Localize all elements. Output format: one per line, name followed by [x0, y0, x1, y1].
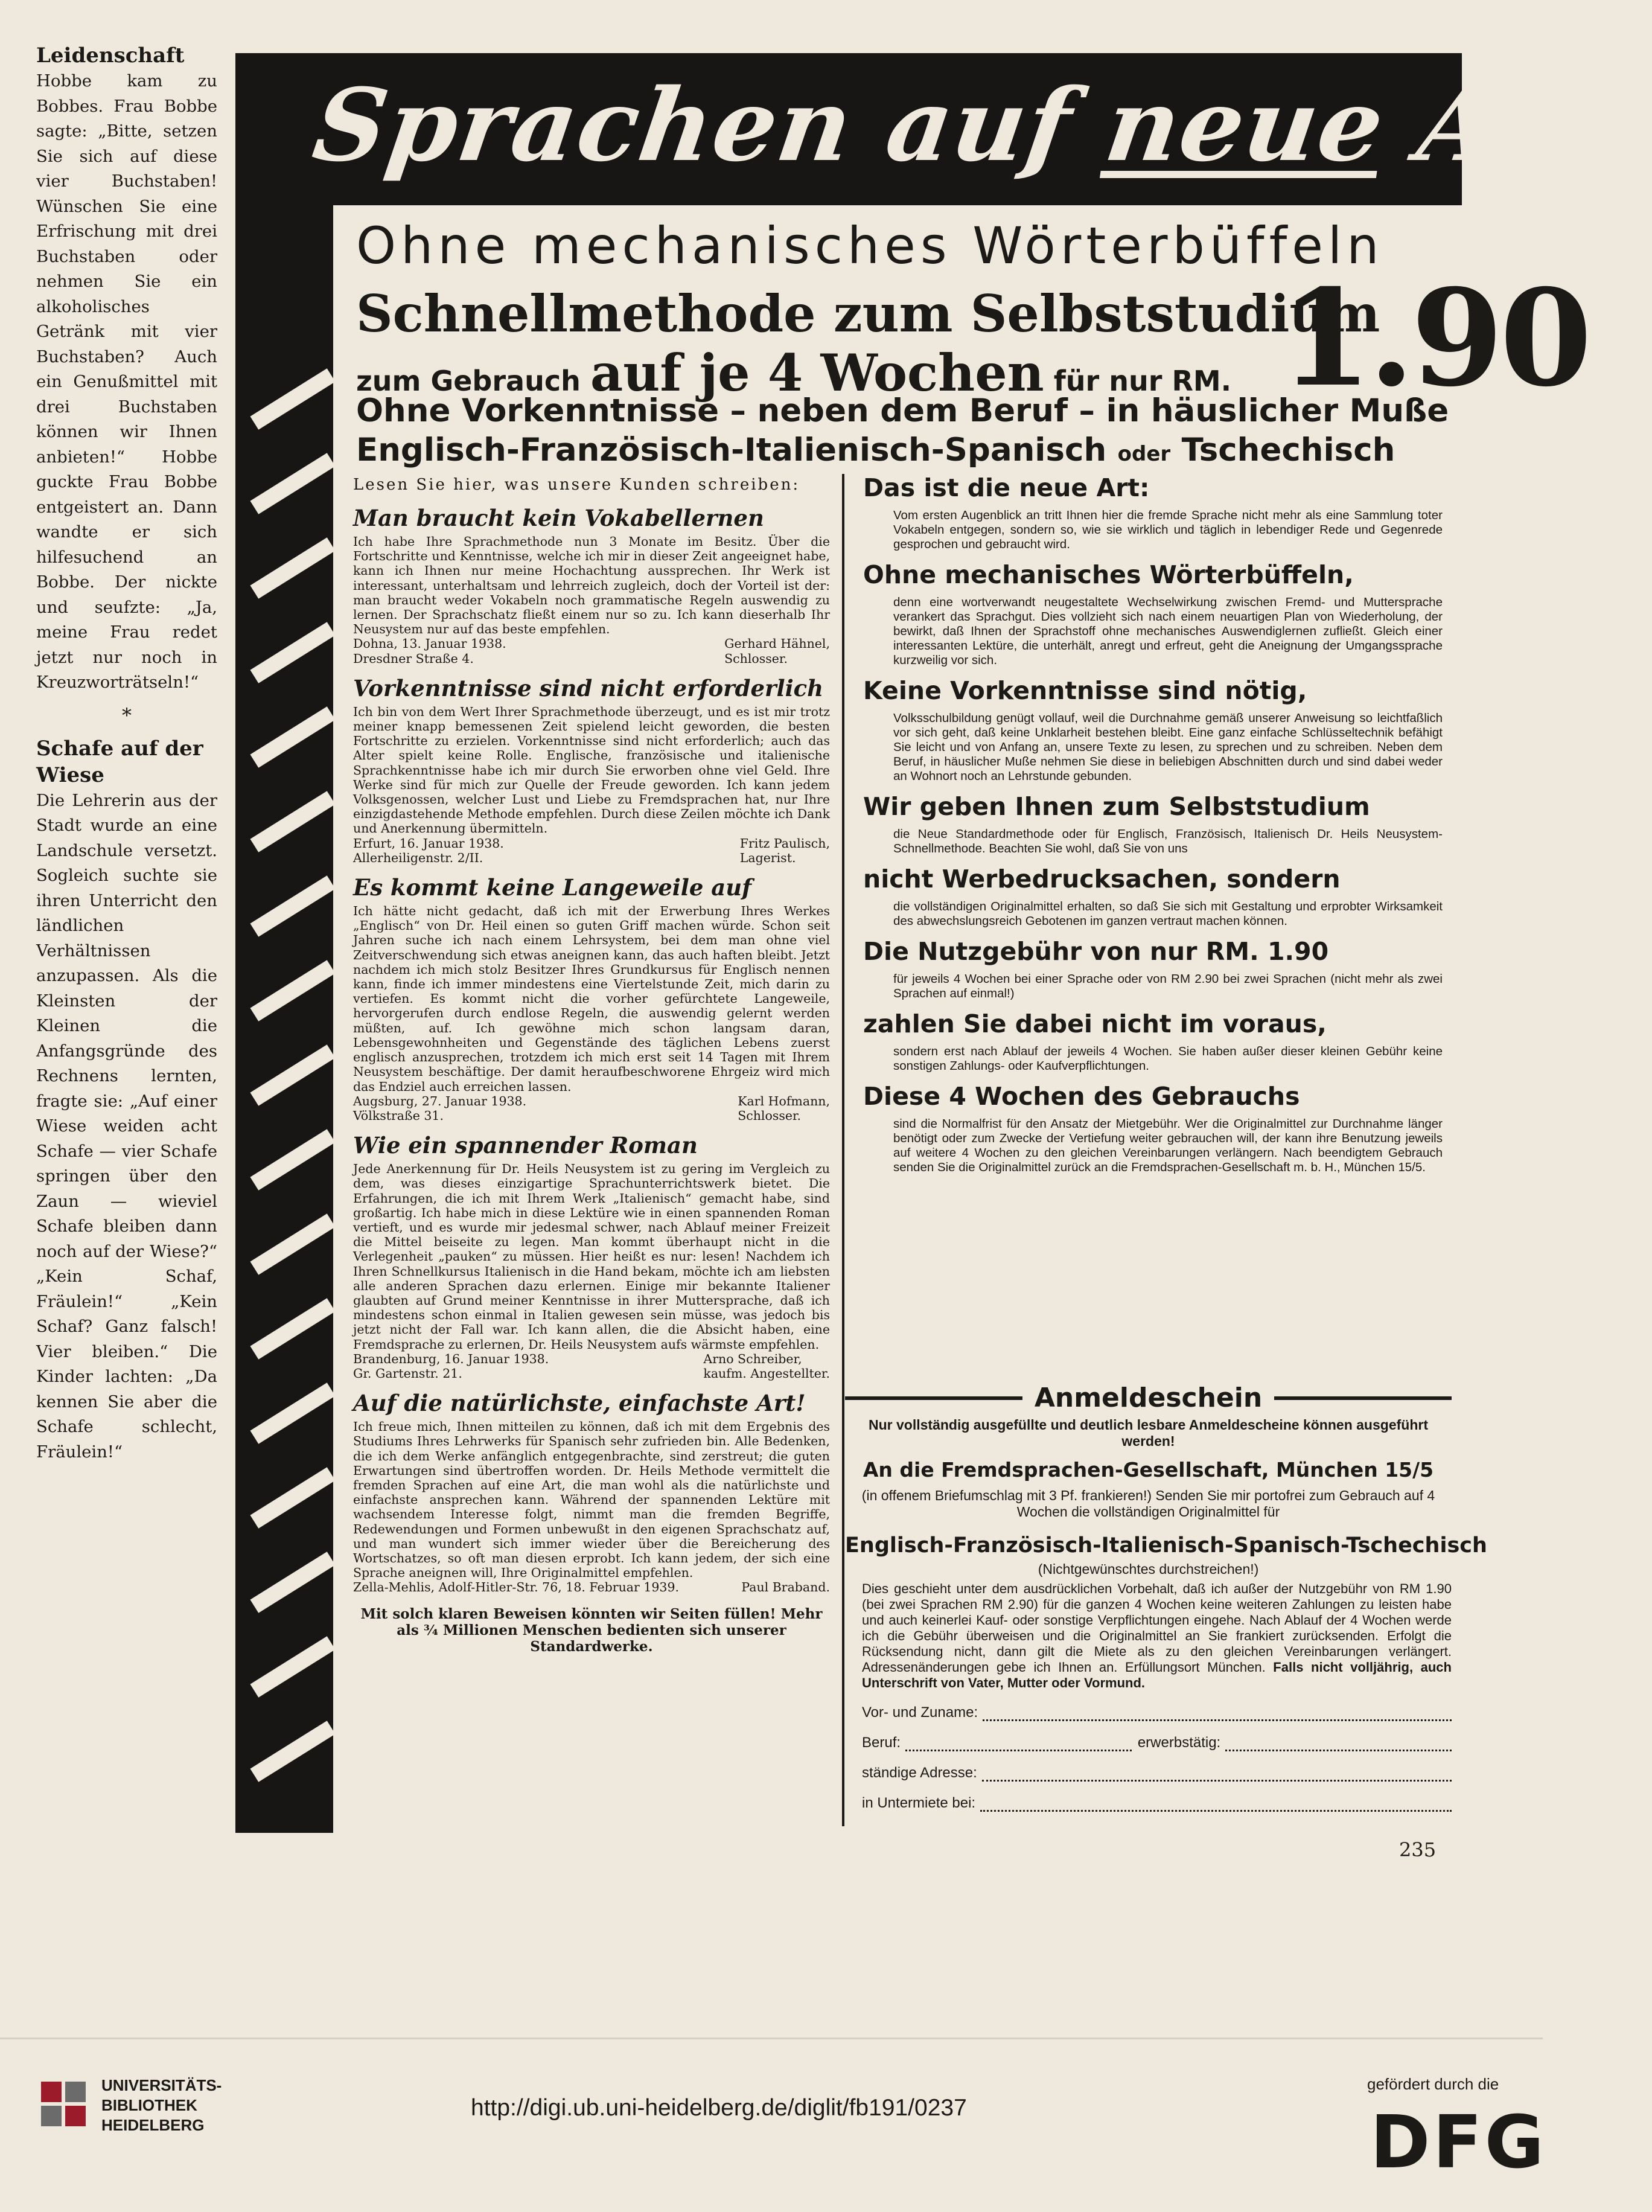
testimonial-text: Ich habe Ihre Sprachmethode nun 3 Monate im Besitz. Über die Fortschritte und Kenntnisse, welche ich mir in dieser Zeit angeeignet habe, kann ich Ihnen nur meine Hochachtung aussprechen. Ihr Werk ist interessant, unterhaltsam und lehrreich zugleich, doch der Vorteil ist der: man braucht weder Vokabeln noch grammatische Regeln auswendig zu lernen. Der Sprachschatz fließt einem nur so zu. Ich kann dieserhalb Ihr Neusystem nur auf das beste empfehlen.	[353, 534, 830, 637]
testimonial-title: Vorkenntnisse sind nicht erforderlich	[353, 674, 824, 702]
feature-heading: Das ist die neue Art:	[863, 473, 1150, 502]
testimonial-title: Wie ein spannender Roman	[353, 1132, 698, 1159]
testimonials-intro: Lesen Sie hier, was unsere Kunden schreiben:	[353, 476, 800, 494]
address-field[interactable]: ständige Adresse:	[862, 1765, 1452, 1782]
feature-heading: Keine Vorkenntnisse sind nötig,	[863, 676, 1307, 705]
source-url-link[interactable]: http://digi.ub.uni-heidelberg.de/diglit/fb191/0237	[471, 2095, 967, 2121]
testimonial-text: Jede Anerkennung für Dr. Heils Neusystem ist zu gering im Vergleich zu dem, was dieses einzigartige Sprachunterrichtswerk bietet. Die Erfahrungen, die ich mit Ihrem Werk „Italienisch“ gemacht habe, sind großartig. Ich habe mich in diese Lektüre wie in einen spannenden Roman vertieft, und es wurde mir jedesmal schwer, nach Ablauf meiner Freizeit die Mittel beiseite zu legen. Man kommt überhaupt nicht in die Verlegenheit „pauken“ zu müssen. Hier heißt es nur: lesen! Nachdem ich Ihren Schnellkursus Italienisch in die Hand bekam, möchte ich am liebsten alle anderen Sprachen dazu erlernen. Einige mir bekannte Italiener glaubten auf Grund meiner Kenntnisse in ihrer Muttersprache, daß ich mindestens schon einmal in Italien gewesen sein müsse, was jedoch bis jetzt nicht der Fall war. Ich kann allen, die die Absicht haben, eine Fremdsprache zu erlernen, Dr. Heils Neusystem aufs wärmste empfehlen.	[353, 1162, 830, 1352]
ad-subheading-1: Ohne mechanisches Wörterbüffeln	[356, 216, 1384, 275]
column-divider	[842, 474, 844, 1826]
university-logo-icon	[36, 2077, 91, 2131]
ad-languages: Englisch-Französisch-Italienisch-Spanisch oder Tschechisch	[356, 432, 1395, 468]
testimonial-text: Ich hätte nicht gedacht, daß ich mit der Erwerbung Ihres Werkes „Englisch“ von Dr. Heil einen so guten Griff machen würde. Schon seit Jahren suche ich nach einem Lehrsystem, bei dem man ohne viel Zeitverschwendung sich etwas aneignen kann, das auch haften bleibt. Jetzt nachdem ich mich stolz Besitzer Ihres Grundkursus für Englisch nennen kann, finde ich immer mindestens eine Viertelstunde Zeit, mich darin zu vertiefen. Es kommt nicht die vorher gefürchtete Langeweile, hervorgerufen durch endlose Regeln, die auswendig gelernt werden müßten, auf. Ich gewöhne mich schon langsam daran, Lebensgewohnheiten und Gegenstände des täglichen Lebens zuerst englisch anzusprechen, trotzdem ich mich erst seit 14 Tagen mit Ihrem Neusystem beschäftige. Der damit heraufbeschworene Ehrgeiz wird mich das Endziel auch erreichen lassen.	[353, 904, 830, 1094]
form-note: Nur vollständig ausgefüllte und deutlich lesbare Anmeldescheine können ausgeführt werden!	[869, 1417, 1428, 1449]
feature-text: die Neue Standardmethode oder für Englisch, Französisch, Italienisch Dr. Heils Neusystem-Schnellmethode. Beachten Sie wohl, daß Sie von uns	[893, 827, 1443, 855]
testimonial-title: Auf die natürlichste, einfachste Art!	[353, 1390, 806, 1417]
feature-heading: Diese 4 Wochen des Gebrauchs	[863, 1082, 1300, 1111]
testimonial-signature: Erfurt, 16. Januar 1938. Allerheiligenstr. 2/II. Fritz Paulisch, Lagerist.	[353, 836, 830, 865]
testimonial-signature: Brandenburg, 16. Januar 1938. Gr. Gartenstr. 21. Arno Schreiber, kaufm. Angestellter.	[353, 1351, 830, 1381]
form-terms: Dies geschieht unter dem ausdrücklichen Vorbehalt, daß ich außer der Nutzgebühr von RM 1.90 (bei zwei Sprachen RM 2.90) für die ganzen 4 Wochen keine weiteren Zahlungen zu leisten habe und auch keinerlei Kauf- oder sonstige Verpflichtungen eingehe. Nach Ablauf der 4 Wochen werde ich die Gebühr überweisen und die Originalmittel an Sie frankiert zurücksenden. Erfolgt die Rücksendung nicht, dann gilt die Miete als zu den gleichen Vereinbarungen verlängert. Adressenänderungen gebe ich Ihnen an. Erfüllungsort München. Falls nicht volljährig, auch Unterschrift von Vater, Mutter oder Vormund.	[862, 1581, 1452, 1690]
funded-by-text: gefördert durch die	[1367, 2075, 1499, 2093]
dfg-logo: DFG	[1370, 2101, 1547, 2185]
ad-subheading-3: zum Gebrauch auf je 4 Wochen für nur RM.	[356, 343, 1232, 403]
feature-heading: nicht Werbedrucksachen, sondern	[863, 865, 1341, 893]
separator-star: *	[122, 703, 132, 727]
beruf-field[interactable]: Beruf: erwerbstätig:	[862, 1734, 1452, 1751]
form-strike-note: (Nichtgewünschtes durchstreichen!)	[1038, 1561, 1259, 1577]
testimonial-signature: Dohna, 13. Januar 1938. Dresdner Straße 4. Gerhard Hähnel, Schlosser.	[353, 636, 830, 666]
feature-text: denn eine wortverwandt neugestaltete Wechselwirkung zwischen Fremd- und Muttersprache verankert das Sprachgut. Dies vollzieht sich nach einem neuartigen Plan von Wiederholung, der bewirkt, daß Ihnen der Sprachstoff ohne mechanisches Auswendiglernen zufließt. Gleich einer interessanten Lektüre, die unterhält, anregt und erfreut, geht die Aneignung der Umgangssprache kurzweilig vor sich.	[893, 595, 1443, 667]
testimonial-text: Ich freue mich, Ihnen mitteilen zu können, daß ich mit dem Ergebnis des Studiums Ihres Lehrwerks für Spanisch sehr zufrieden bin. Alle Bedenken, die ich dem Werke anfänglich entgegenbrachte, sind zerstreut; die guten Erwartungen sind übertroffen worden. Dr. Heils Methode vermittelt die fremden Sprachen auf eine Art, die man wohl als die natürlichste und einfachste ansprechen kann. Während der spannenden Lektüre mit wachsendem Interesse folgt, nimmt man die fremden Begriffe, Redewendungen und Formen unbewußt in den eigenen Sprachschatz auf, und man wundert sich immer wieder über die Bereicherung des Wortschatzes, so oft man diesen erprobt. Ich kann jedem, der sich eine Sprache aneignen will, Ihre Originalmittel empfehlen.	[353, 1419, 830, 1581]
ad-subheading-2: Schnellmethode zum Selbststudium	[356, 284, 1380, 344]
testimonial-signature: Zella-Mehlis, Adolf-Hitler-Str. 76, 18. Februar 1939. Paul Braband.	[353, 1580, 830, 1595]
feature-heading: Ohne mechanisches Wörterbüffeln,	[863, 560, 1354, 589]
feature-text: Vom ersten Augenblick an tritt Ihnen hier die fremde Sprache nicht mehr als eine Sammlung toter Vokabeln entgegen, sondern so, wie sie wirklich und täglich in lebendiger Rede und Gegenrede gesprochen und gebraucht wird.	[893, 508, 1443, 551]
left-heading-2: Schafe auf der Wiese	[36, 736, 203, 787]
testimonial-text: Ich bin von dem Wert Ihrer Sprachmethode überzeugt, und es ist mir trotz meiner knapp bemessenen Zeit spielend leicht geworden, die besten Fortschritte zu erzielen. Vorkenntnisse sind nicht erforderlich; auch das Alter spielt keine Rolle. Englische, französische und italienische Sprachkenntnisse habe ich mir durch Sie erworben ohne viel Geld. Ihre Werke sind für mich zur Quelle der Freude geworden. Ich kann jedem Volksgenossen, welcher Lust und Liebe zu Fremdsprachen hat, nur Ihre einzigdastehende Methode empfehlen. Durch diese Zeilen möchte ich Dank und Anerkennung übermitteln.	[353, 704, 830, 836]
feature-text: sondern erst nach Ablauf der jeweils 4 Wochen. Sie haben außer dieser kleinen Gebühr keine sonstigen Zahlungs- oder Kaufverpflichtungen.	[893, 1044, 1443, 1073]
ad-price: 1.90	[1280, 260, 1589, 416]
feature-heading: Die Nutzgebühr von nur RM. 1.90	[863, 937, 1329, 966]
form-address: An die Fremdsprachen-Gesellschaft, München 15/5	[863, 1458, 1434, 1482]
feature-text: die vollständigen Originalmittel erhalten, so daß Sie sich mit Gestaltung und erprobter Wirksamkeit des abwechslungsreich Gebotenen im ganzen vertraut machen können.	[893, 900, 1443, 928]
feature-text: Volksschulbildung genügt vollauf, weil die Durchnahme gemäß unserer Anweisung so leichtfaßlich vor sich geht, daß keine Unklarheit bestehen bleibt. Eine ganz einfache Schlüsseltechnik befähigt Sie leicht und von Anfang an, unsere Texte zu lesen, zu sprechen und zu schreiben. Neben dem Beruf, in häuslicher Muße nehmen Sie diese in beliebigen Abschnitten durch und sind dabei weder an Wohnort noch an Lehrstunde gebunden.	[893, 711, 1443, 783]
library-name: UNIVERSITÄTS- BIBLIOTHEK HEIDELBERG	[101, 2076, 222, 2134]
feature-heading: zahlen Sie dabei nicht im voraus,	[863, 1009, 1327, 1038]
form-languages[interactable]: Englisch-Französisch-Italienisch-Spanisch-Tschechisch	[845, 1533, 1487, 1558]
left-paragraph-2: Die Lehrerin aus der Stadt wurde an eine Landschule versetzt. Sogleich suchte sie ihren Unterricht den ländlichen Verhältnissen anzupassen. Als die Kleinsten der Kleinen die Anfangsgründe des Rechnens lernten, fragte sie: „Auf einer Wiese weiden acht Schafe — vier Schafe springen über den Zaun — wieviel Schafe bleiben dann noch auf der Wiese?“ „Kein Schaf, Fräulein!“ „Kein Schaf? Ganz falsch! Vier bleiben.“ Die Kinder lachten: „Da kennen Sie aber die Schafe schlecht, Fräulein!“	[36, 790, 217, 1462]
form-title-row	[845, 1382, 1452, 1413]
ad-subheading-4: Ohne Vorkenntnisse – neben dem Beruf – in häuslicher Muße	[356, 392, 1449, 429]
registration-form	[845, 1382, 1487, 1812]
untermiete-field[interactable]: in Untermiete bei:	[862, 1795, 1452, 1812]
page-number: 235	[1399, 1838, 1437, 1861]
testimonial-signature: Augsburg, 27. Januar 1938. Völkstraße 31. Karl Hofmann, Schlosser.	[353, 1093, 830, 1123]
form-intro: (in offenem Briefumschlag mit 3 Pf. frankieren!) Senden Sie mir portofrei zum Gebrauch auf 4 Wochen die vollständigen Originalmittel für	[861, 1488, 1435, 1520]
testimonial-title: Man braucht kein Vokabellernen	[353, 505, 764, 531]
feature-text: für jeweils 4 Wochen bei einer Sprache oder von RM 2.90 bei zwei Sprachen (nicht mehr als zwei Sprachen auf einmal!)	[893, 972, 1443, 1000]
left-paragraph-1: Hobbe kam zu Bobbes. Frau Bobbe sagte: „Bitte, setzen Sie sich auf diese vier Buchstaben! Wünschen Sie eine Erfrischung mit drei Buchstaben oder nehmen Sie ein alkoholisches Getränk mit vier Buchstaben? Auch ein Genußmittel mit drei Buchstaben können wir Ihnen anbieten!“ Hobbe guckte Frau Bobbe entgeistert an. Dann wandte er sich hilfesuchend an Bobbe. Der nickte und seufzte: „Ja, meine Frau redet jetzt nur noch in Kreuzworträtseln!“	[36, 71, 217, 692]
left-column	[36, 42, 217, 1465]
testimonials-closing: Mit solch klaren Beweisen könnten wir Seiten füllen! Mehr als ¾ Millionen Menschen bedienten sich unserer Standardwerke.	[360, 1605, 823, 1655]
footer-bar	[0, 2038, 1543, 2212]
ad-headline: Sprachen auf neue Art!	[307, 66, 1652, 184]
features-column	[863, 465, 1443, 1175]
testimonials-column	[353, 474, 830, 1655]
testimonial-title: Es kommt keine Langeweile auf	[353, 874, 752, 901]
left-heading-1: Leidenschaft	[36, 43, 185, 68]
feature-heading: Wir geben Ihnen zum Selbststudium	[863, 792, 1370, 821]
name-field[interactable]: Vor- und Zuname:	[862, 1704, 1452, 1721]
feature-text: sind die Normalfrist für den Ansatz der Mietgebühr. Wer die Originalmittel zur Durchnahme länger benötigt oder zum Zwecke der Vertiefung weiter gebrauchen will, der kann ihre Benutzung jeweils auf weitere 4 Wochen zu den gleichen Vereinbarungen verlängern. Nach beendigtem Gebrauch senden Sie die Originalmittel zurück an die Fremdsprachen-Gesellschaft m. b. H., München 15/5.	[893, 1117, 1443, 1174]
form-title: Anmeldeschein	[1034, 1382, 1263, 1413]
